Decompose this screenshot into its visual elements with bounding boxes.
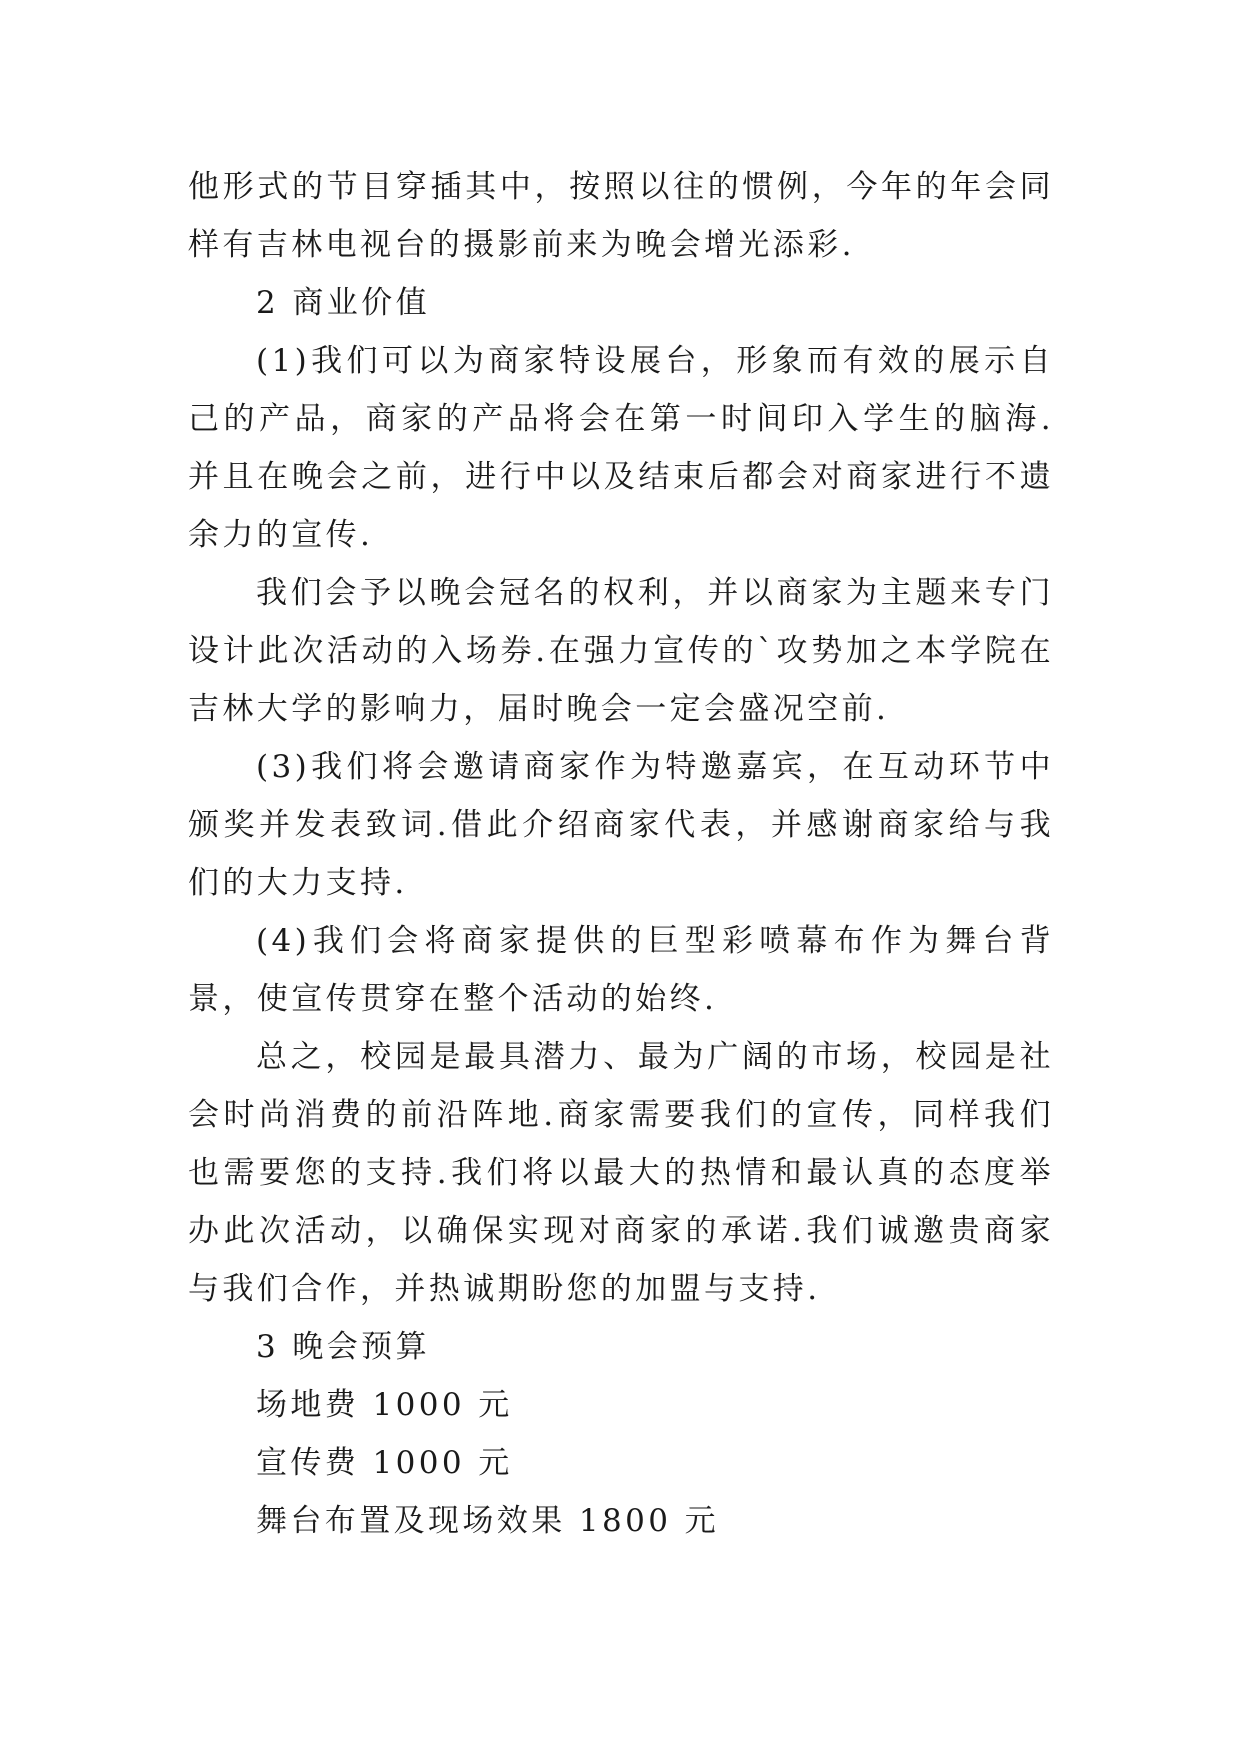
paragraph-summary: 总之，校园是最具潜力、最为广阔的市场，校园是社会时尚消费的前沿阵地.商家需要我们的宣传，同样我们也需要您的支持.我们将以最大的热情和最认真的态度举办此次活动，以确保实现对商家的承诺.我们诚邀贵商家与我们合作，并热诚期盼您的加盟与支持. [188, 1039, 1054, 1307]
budget-item-venue: 场地费 1000 元 [256, 1387, 513, 1423]
paragraph-backdrop: (4)我们会将商家提供的巨型彩喷幕布作为舞台背景，使宣传贯穿在整个活动的始终. [188, 923, 1054, 1017]
paragraph-guest: (3)我们将会邀请商家作为特邀嘉宾，在互动环节中颁奖并发表致词.借此介绍商家代表，并感谢商家给与我们的大力支持. [188, 749, 1054, 901]
paragraph-continuation: 他形式的节目穿插其中，按照以往的惯例，今年的年会同样有吉林电视台的摄影前来为晚会增光添彩. [188, 169, 1054, 263]
section-heading-business-value: 2 商业价值 [256, 285, 430, 321]
document-body [188, 158, 1054, 1550]
section-heading-budget: 3 晚会预算 [256, 1329, 430, 1365]
paragraph-naming-rights: 我们会予以晚会冠名的权利，并以商家为主题来专门设计此次活动的入场券.在强力宣传的`攻势加之本学院在吉林大学的影响力，届时晚会一定会盛况空前. [188, 575, 1054, 727]
budget-item-stage: 舞台布置及现场效果 1800 元 [256, 1503, 719, 1539]
budget-item-promotion: 宣传费 1000 元 [256, 1445, 513, 1481]
paragraph-booth: (1)我们可以为商家特设展台，形象而有效的展示自己的产品，商家的产品将会在第一时间印入学生的脑海.并且在晚会之前，进行中以及结束后都会对商家进行不遗余力的宣传. [188, 343, 1054, 553]
